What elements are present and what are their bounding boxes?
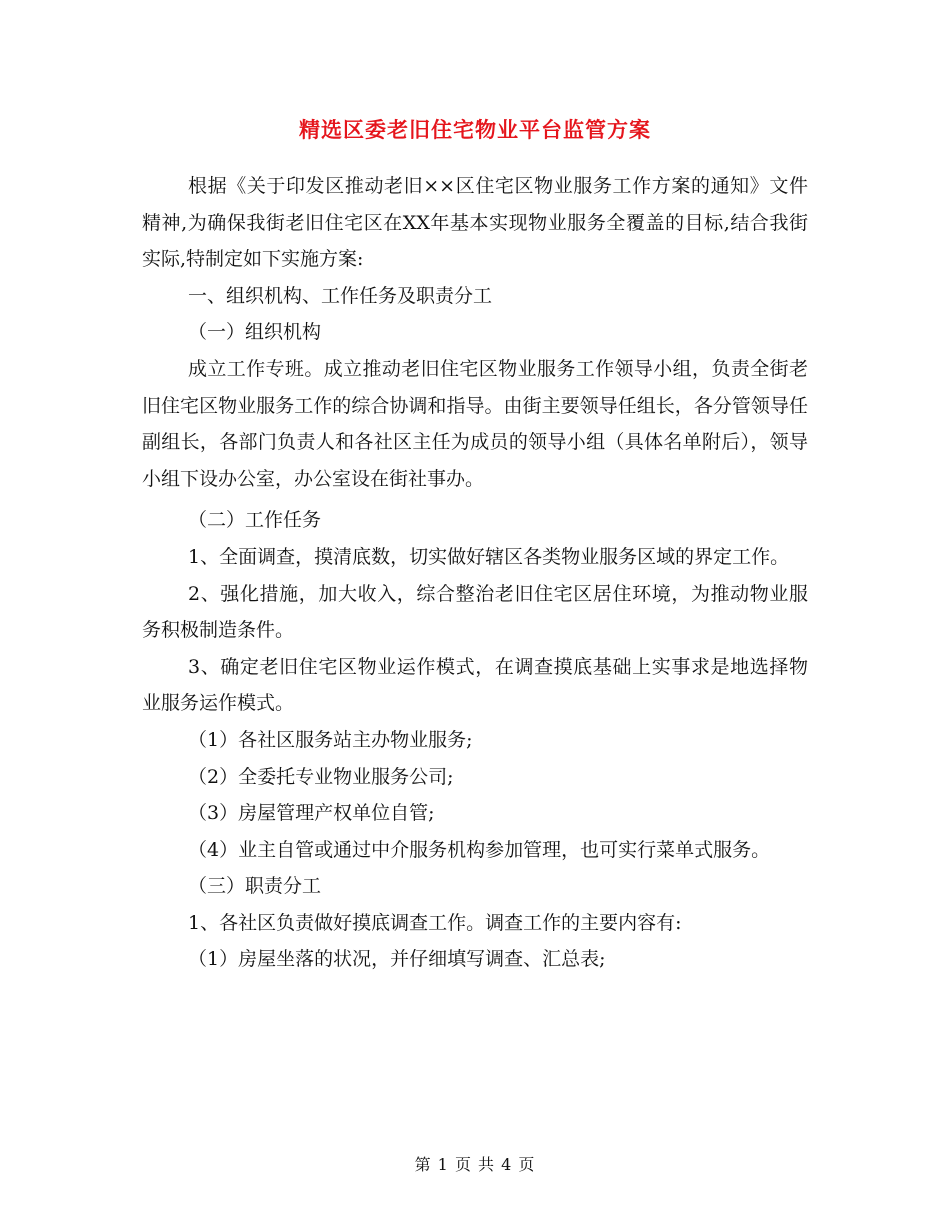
- paragraph-task-2: 2、强化措施，加大收入，综合整治老旧住宅区居住环境，为推动物业服务积极制造条件。: [142, 582, 808, 642]
- list-item-survey-1: （1）房屋坐落的状况，并仔细填写调查、汇总表;: [188, 948, 606, 971]
- heading-duties: （三）职责分工: [188, 875, 322, 898]
- heading-section-1: 一、组织机构、工作任务及职责分工: [188, 284, 493, 307]
- list-item-mode-3: （3）房屋管理产权单位自管;: [188, 802, 435, 825]
- paragraph-task-3: 3、确定老旧住宅区物业运作模式，在调查摸底基础上实事求是地选择物业服务运作模式。: [142, 655, 808, 715]
- heading-tasks: （二）工作任务: [188, 509, 322, 532]
- paragraph-duty-1: 1、各社区负责做好摸底调查工作。调查工作的主要内容有:: [188, 911, 682, 934]
- heading-organization: （一）组织机构: [188, 321, 322, 344]
- page-number: 第 1 页 共 4 页: [414, 1155, 536, 1174]
- paragraph-task-1: 1、全面调查，摸清底数，切实做好辖区各类物业服务区域的界定工作。: [188, 545, 790, 568]
- paragraph-intro: 根据《关于印发区推动老旧××区住宅区物业服务工作方案的通知》文件精神,为确保我街老旧住宅区在XX年基本实现物业服务全覆盖的目标,结合我街实际,特制定如下实施方案:: [142, 175, 808, 271]
- list-item-mode-2: （2）全委托专业物业服务公司;: [188, 765, 454, 788]
- document-body: [142, 168, 808, 978]
- paragraph-organization: 成立工作专班。成立推动老旧住宅区物业服务工作领导小组，负责全街老旧住宅区物业服务工作的综合协调和指导。由街主要领导任组长，各分管领导任副组长，各部门负责人和各社区主任为成员的领导小组（具体名单附后），领导小组下设办公室，办公室设在街社事办。: [142, 357, 808, 490]
- document-title: 精选区委老旧住宅物业平台监管方案: [299, 117, 651, 142]
- list-item-mode-4: （4）业主自管或通过中介服务机构参加管理，也可实行菜单式服务。: [188, 838, 771, 861]
- list-item-mode-1: （1）各社区服务站主办物业服务;: [188, 728, 473, 751]
